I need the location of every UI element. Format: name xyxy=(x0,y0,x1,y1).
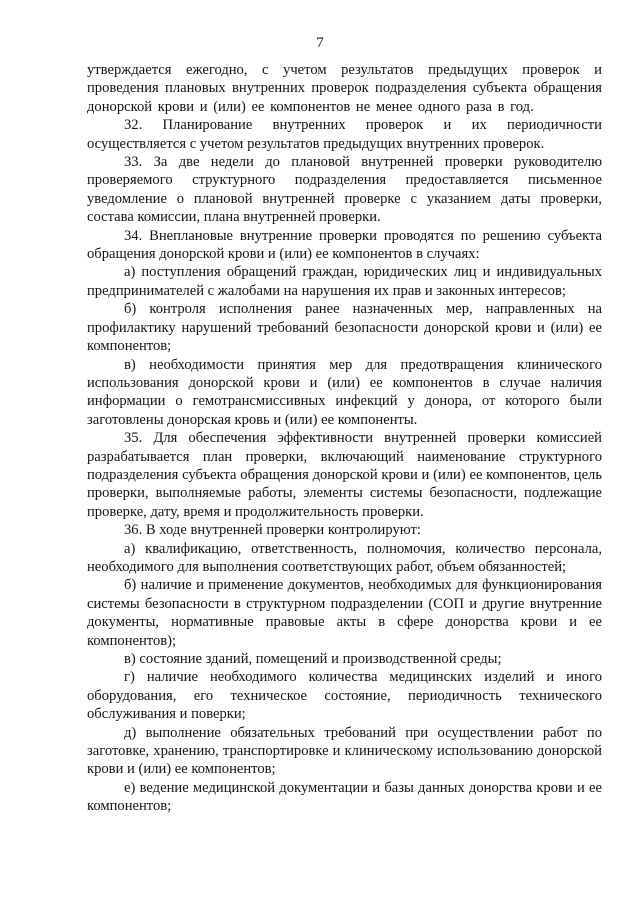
list-item-34b: б) контроля исполнения ранее назначенных мер, направленных на профилактику нарушений требований безопасности донорской крови и (или) ее компонентов; xyxy=(87,301,602,355)
document-body xyxy=(87,61,602,816)
paragraph-32: 32. Планирование внутренних проверок и их периодичности осуществляется с учетом результатов предыдущих внутренних проверок. xyxy=(87,117,602,152)
list-item-36a: а) квалификацию, ответственность, полномочия, количество персонала, необходимого для выполнения соответствующих работ, объем обязанностей; xyxy=(87,540,602,575)
paragraph-33: 33. За две недели до плановой внутренней проверки руководителю проверяемого структурного подразделения предоставляется письменное уведомление о плановой внутренней проверке с указанием даты проверки, состава комиссии, плана внутренней проверки. xyxy=(87,154,602,226)
list-item-36e: е) ведение медицинской документации и базы данных донорства крови и ее компонентов; xyxy=(87,779,602,815)
paragraph-34: 34. Внеплановые внутренние проверки проводятся по решению субъекта обращения донорской крови и (или) ее компонентов в случаях: xyxy=(87,227,602,263)
list-item-34a: а) поступления обращений граждан, юридических лиц и индивидуальных предпринимателей с жалобами на нарушения их прав и законных интересов; xyxy=(87,264,602,299)
paragraph-35: 35. Для обеспечения эффективности внутренней проверки комиссией разрабатывается план проверки, включающий наименование структурного подразделения субъекта обращения донорской крови и (или) ее компонентов, цель проверки, выполняемые работы, элементы системы безопасности, подлежащие проверке, дату, время и продолжительность проверки. xyxy=(87,430,602,520)
list-item-36d: д) выполнение обязательных требований при осуществлении работ по заготовке, хранению, транспортировке и клиническому использованию донорской крови и (или) ее компонентов; xyxy=(87,724,602,778)
list-item-36v: в) состояние зданий, помещений и производственной среды; xyxy=(124,651,502,667)
paragraph-36: 36. В ходе внутренней проверки контролируют: xyxy=(124,522,421,539)
list-item-36g: г) наличие необходимого количества медицинских изделий и иного оборудования, его техническое состояние, периодичность технического обслуживания и поверки; xyxy=(87,669,602,723)
page-number: 7 xyxy=(316,35,324,51)
paragraph-continuation: утверждается ежегодно, с учетом результатов предыдущих проверок и проведения плановых внутренних проверок подразделения субъекта обращения донорской крови и (или) ее компонентов не менее одного раза в год. xyxy=(87,62,602,115)
list-item-34v: в) необходимости принятия мер для предотвращения клинического использования донорской крови и (или) ее компонентов в случае наличия информации о гемотрансмиссивных инфекций у донора, от которого были заготовлены донорская кровь и (или) ее компоненты. xyxy=(87,356,602,428)
list-item-36b: б) наличие и применение документов, необходимых для функционирования системы безопасности в структурном подразделении (СОП и другие внутренние документы, нормативные правовые акты в сфере донорства крови и ее компонентов); xyxy=(87,577,602,649)
